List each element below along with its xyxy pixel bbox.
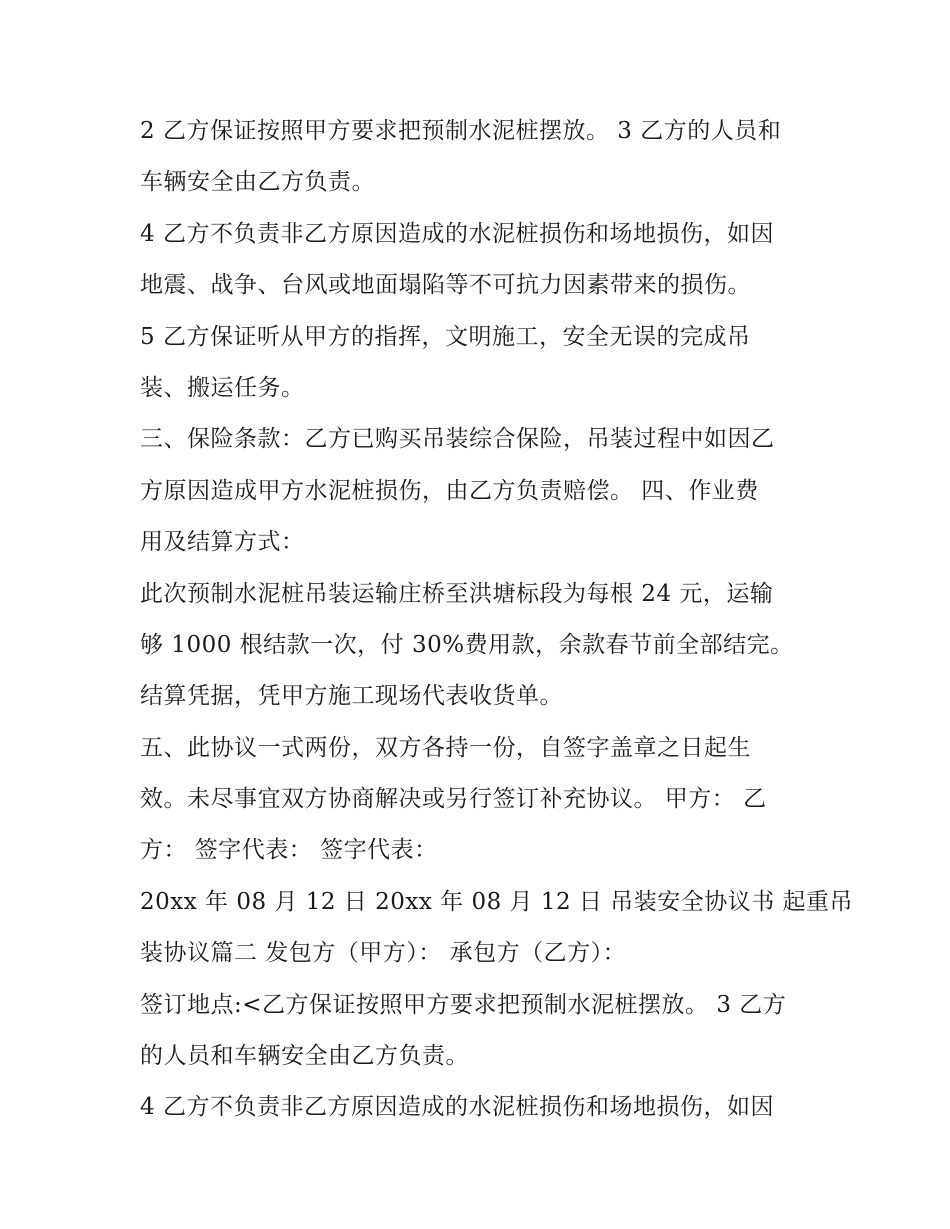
paragraph-clause-2-3: [140, 106, 820, 209]
text-line: 结算凭据，凭甲方施工现场代表收货单。: [140, 683, 563, 710]
paragraph-agreement-copies: [140, 723, 820, 877]
text-line: 20xx 年 08 月 12 日 20xx 年 08 月 12 日 吊装安全协议书 起重吊: [140, 888, 854, 915]
text-line: 地震、战争、台风或地面塌陷等不可抗力因素带来的损伤。: [140, 272, 751, 299]
text-line: 五、此协议一式两份，双方各持一份，自签字盖章之日起生: [140, 734, 751, 761]
paragraph-dates-title: [140, 877, 854, 980]
text-line: 车辆安全由乙方负责。: [140, 169, 375, 196]
text-line: 2 乙方保证按照甲方要求把预制水泥桩摆放。 3 乙方的人员和: [140, 118, 782, 144]
text-line: 三、保险条款：乙方已购买吊装综合保险，吊装过程中如因乙: [140, 426, 775, 453]
text-line: 装、搬运任务。: [140, 374, 305, 401]
text-line: 的人员和车辆安全由乙方负责。: [140, 1043, 469, 1070]
paragraph-clause-4: [140, 209, 820, 312]
text-line: 5 乙方保证听从甲方的指挥，文明施工，安全无误的完成吊: [140, 323, 751, 350]
text-line: 4 乙方不负责非乙方原因造成的水泥桩损伤和场地损伤，如因: [140, 1094, 774, 1121]
text-line: 用及结算方式：: [140, 529, 305, 556]
document-body: [140, 106, 854, 1134]
text-line: 方： 签字代表： 签字代表：: [140, 837, 438, 864]
text-line: 够 1000 根结款一次，付 30%费用款，余款春节前全部结完。: [140, 631, 794, 658]
paragraph-insurance-terms: [140, 414, 820, 568]
paragraph-fees-settlement: [140, 569, 820, 723]
paragraph-clause-4-repeat: [140, 1082, 820, 1133]
text-line: 效。未尽事宜双方协商解决或另行签订补充协议。 甲方： 乙: [140, 786, 767, 813]
paragraph-signing-place: [140, 980, 820, 1083]
text-line: 方原因造成甲方水泥桩损伤，由乙方负责赔偿。 四、作业费: [140, 477, 759, 504]
text-line: 装协议篇二 发包方（甲方）： 承包方（乙方）：: [140, 940, 627, 967]
text-line: 签订地点:<乙方保证按照甲方要求把预制水泥桩摆放。 3 乙方: [140, 991, 787, 1018]
text-line: 此次预制水泥桩吊装运输庄桥至洪塘标段为每根 24 元，运输: [140, 580, 774, 607]
paragraph-clause-5: [140, 312, 820, 415]
text-line: 4 乙方不负责非乙方原因造成的水泥桩损伤和场地损伤，如因: [140, 220, 774, 247]
